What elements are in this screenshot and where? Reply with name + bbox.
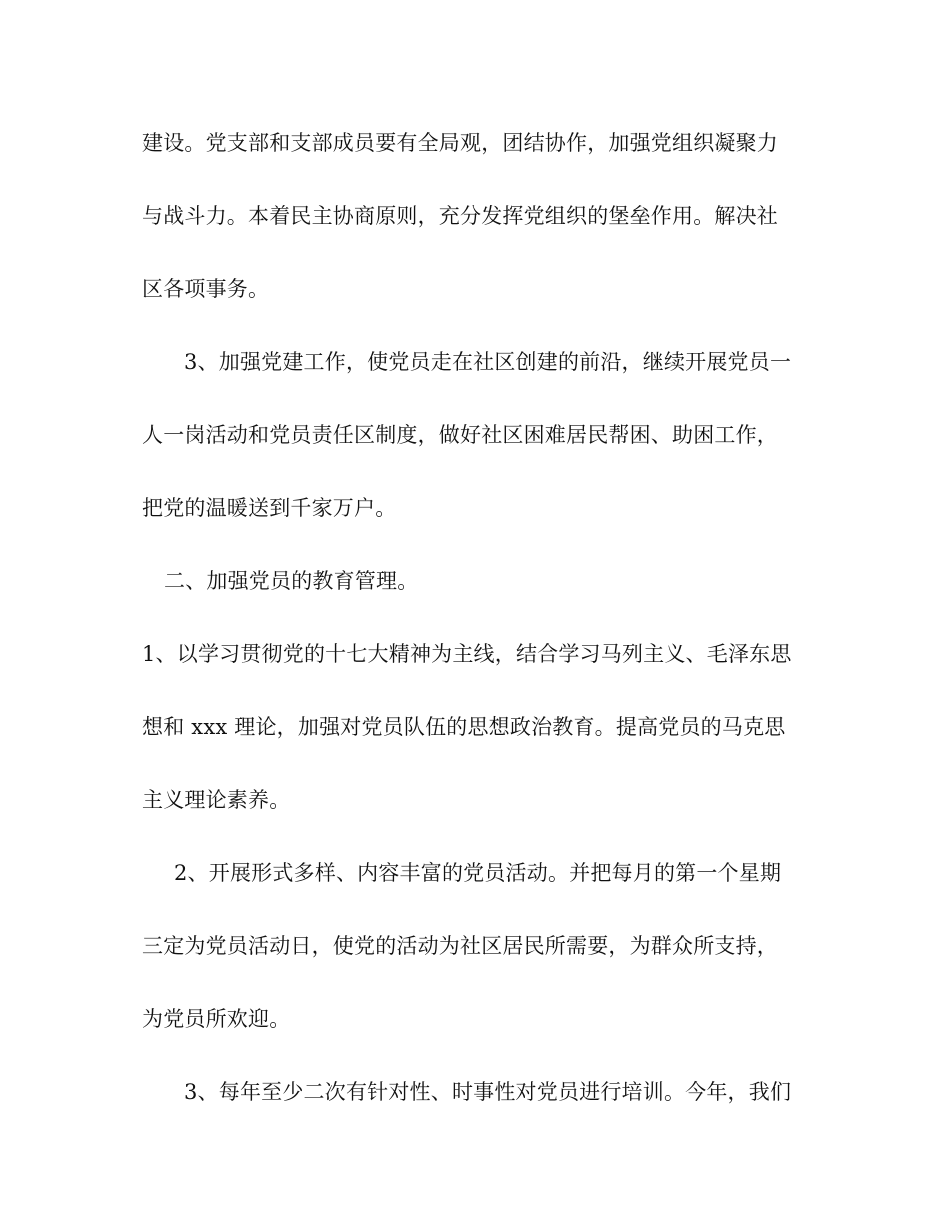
text-line: 2、开展形式多样、内容丰富的党员活动。并把每月的第一个星期 — [174, 861, 782, 885]
text-line: 想和 xxx 理论，加强对党员队伍的思想政治教育。提高党员的马克思 — [142, 715, 786, 739]
text-line: 把党的温暖送到千家万户。 — [142, 496, 397, 520]
text-line: 区各项事务。 — [142, 277, 270, 301]
text-line: 三定为党员活动日，使党的活动为社区居民所需要，为群众所支持， — [142, 934, 778, 958]
text-line: 3、每年至少二次有针对性、时事性对党员进行培训。今年，我们 — [184, 1080, 792, 1104]
text-line: 3、加强党建工作，使党员走在社区创建的前沿，继续开展党员一 — [184, 350, 792, 374]
text-line: 为党员所欢迎。 — [142, 1007, 291, 1031]
text-line: 人一岗活动和党员责任区制度，做好社区困难居民帮困、助困工作， — [142, 423, 778, 447]
text-line: 1、以学习贯彻党的十七大精神为主线，结合学习马列主义、毛泽东思 — [142, 642, 792, 666]
section-heading: 二、加强党员的教育管理。 — [164, 569, 419, 593]
text-line: 与战斗力。本着民主协商原则，充分发挥党组织的堡垒作用。解决社 — [142, 204, 778, 228]
text-line: 建设。党支部和支部成员要有全局观，团结协作，加强党组织凝聚力 — [142, 131, 778, 155]
text-line: 主义理论素养。 — [142, 788, 291, 812]
